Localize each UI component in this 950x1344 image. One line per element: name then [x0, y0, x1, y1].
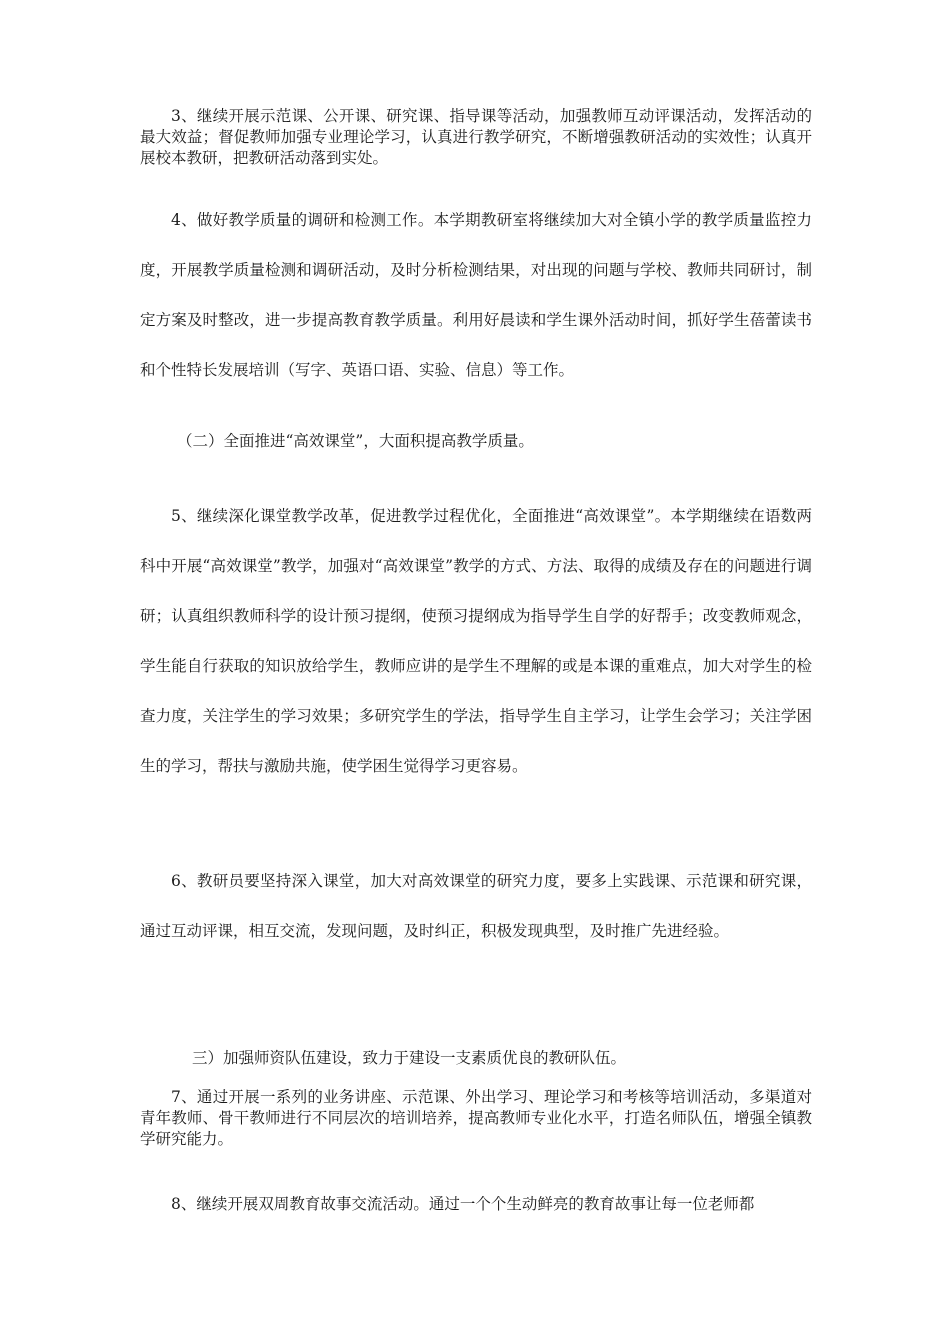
paragraph-item-4: 4、做好教学质量的调研和检测工作。本学期教研室将继续加大对全镇小学的教学质量监控力度，开展教学质量检测和调研活动，及时分析检测结果，对出现的问题与学校、教师共同研讨，制定方案及时整改，进一步提高教育教学质量。利用好晨读和学生课外活动时间，抓好学生蓓蕾读书和个性特长发展培训（写字、英语口语、实验、信息）等工作。 — [140, 211, 812, 379]
paragraph-item-8: 8、继续开展双周教育故事交流活动。通过一个个生动鲜亮的教育故事让每一位老师都 — [171, 1195, 755, 1213]
section-heading-2: （二）全面推进“高效课堂”，大面积提高教学质量。 — [177, 432, 534, 450]
paragraph-item-6: 6、教研员要坚持深入课堂，加大对高效课堂的研究力度，要多上实践课、示范课和研究课，通过互动评课，相互交流，发现问题，及时纠正，积极发现典型，及时推广先进经验。 — [140, 872, 812, 940]
paragraph-item-5: 5、继续深化课堂教学改革，促进教学过程优化，全面推进“高效课堂”。本学期继续在语数两科中开展“高效课堂”教学，加强对“高效课堂”教学的方式、方法、取得的成绩及存在的问题进行调研；认真组织教师科学的设计预习提纲，使预习提纲成为指导学生自学的好帮手；改变教师观念，学生能自行获取的知识放给学生，教师应讲的是学生不理解的或是本课的重难点，加大对学生的检查力度，关注学生的学习效果；多研究学生的学法，指导学生自主学习，让学生会学习；关注学困生的学习，帮扶与激励共施，使学困生觉得学习更容易。 — [140, 507, 812, 775]
paragraph-item-3: 3、继续开展示范课、公开课、研究课、指导课等活动，加强教师互动评课活动，发挥活动的最大效益；督促教师加强专业理论学习，认真进行教学研究，不断增强教研活动的实效性；认真开展校本教研，把教研活动落到实处。 — [140, 107, 812, 167]
section-heading-3: 三）加强师资队伍建设，致力于建设一支素质优良的教研队伍。 — [192, 1049, 627, 1067]
paragraph-item-7: 7、通过开展一系列的业务讲座、示范课、外出学习、理论学习和考核等培训活动，多渠道对青年教师、骨干教师进行不同层次的培训培养，提高教师专业化水平，打造名师队伍，增强全镇教学研究能力。 — [140, 1088, 812, 1148]
